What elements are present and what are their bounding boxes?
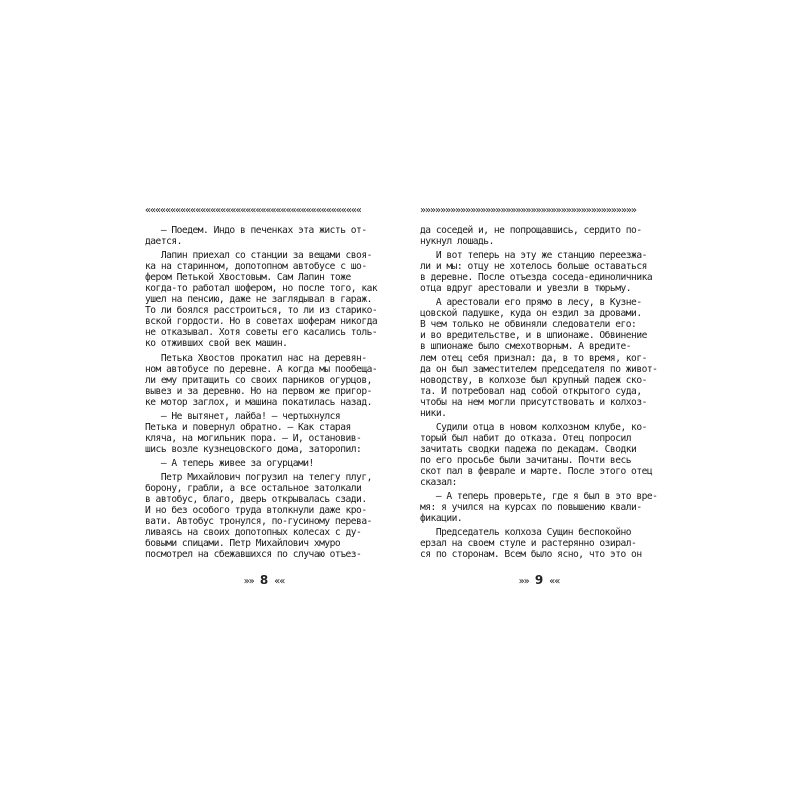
text-line: вывез и за деревню. Но на первом же пригор- [145, 385, 372, 397]
text-line: Судили отца в новом колхозном клубе, ко- [420, 421, 647, 433]
text-line: ном автобусе по деревне. А когда мы пообеща- [145, 363, 378, 375]
left-page-body-text [145, 225, 383, 560]
page-number-9: 9 [534, 573, 544, 587]
text-line: скот пал в феврале и марте. После этого отец [420, 465, 653, 477]
text-line: в автобус, благо, дверь открывалась сзади. [145, 494, 367, 506]
page-number-8: 8 [259, 573, 269, 587]
text-line: кляча, на могильник пора. — И, остановив- [145, 432, 362, 444]
text-line: ся по сторонам. Всем было ясно, что это он [420, 549, 642, 561]
text-line: сказал: [420, 477, 457, 489]
text-line: — Поедем. Индо в печенках эта жисть от- [145, 225, 367, 236]
folio-left-ornament: »» [518, 576, 529, 587]
text-line: шись возле кузнецовского дома, заторопил: [145, 443, 362, 455]
text-line: И вот теперь на эту же станцию переезжа- [420, 250, 647, 262]
text-line: не отказывал. Хотя советы его касались толь- [145, 327, 378, 339]
text-line: борону, грабли, а все остальное затолкали [145, 483, 362, 495]
folio-right-ornament: «« [549, 576, 560, 587]
text-line: чтобы на нем могли присутствовать и колхоз- [420, 396, 647, 408]
text-line: А арестовали его прямо в лесу, в Кузне- [420, 297, 642, 309]
text-line: нукнул лошадь. [420, 236, 494, 248]
text-line: в деревне. После отъезда соседа-единоличника [420, 272, 653, 284]
text-line: торый был набит до отказа. Отец попросил [420, 432, 632, 444]
text-line: ерзал на своем стуле и растерянно озирал- [420, 538, 637, 550]
text-line: Председатель колхоза Сущин беспокойно [420, 527, 632, 539]
text-line: вати. Автобус тронулся, по-гусиному перева- [145, 516, 372, 528]
text-line: по его просьбе были зачитаны. Почти весь [420, 454, 632, 466]
text-line: когда-то работал шофером, но после того, как [145, 283, 378, 295]
text-line: Лапин приехал со станции за вещами своя- [145, 250, 372, 262]
text-line: вской гордости. Но в советах шоферам никогда [145, 316, 378, 328]
text-line: новодству, в колхозе был крупный падеж ско- [420, 374, 647, 386]
text-line: фером Петькой Хвостовым. Сам Лапин тоже [145, 272, 351, 284]
text-line: Петька Хвостов прокатил нас на деревян- [145, 352, 367, 364]
text-line: И но без особого труда втолкнули даже кро- [145, 505, 367, 517]
text-line: дается. [145, 236, 182, 248]
text-line: цовской падушке, куда он ездил за дровами. [420, 308, 642, 320]
text-line: та. И потребовал над собой открытого суда, [420, 385, 642, 397]
text-line: В чем только не обвиняли следователи его: [420, 319, 637, 331]
text-line: посмотрел на сбежавшихся по случаю отъез- [145, 549, 362, 561]
text-line: ли ему притащить со своих парников огурцов, [145, 374, 372, 386]
text-line: и во вредительстве, и в шпионаже. Обвинение [420, 330, 647, 342]
text-line: То ли боялся расстроиться, то ли из старико- [145, 305, 378, 317]
right-page-decorative-border: »»»»»»»»»»»»»»»»»»»»»»»»»»»»»»»»»»»»»»»»»»» [420, 205, 636, 216]
folio-right-ornament: «« [274, 576, 285, 587]
text-line: ушел на пенсию, даже не заглядывал в гараж. [145, 294, 372, 306]
text-line: да он был заместителем председателя по живот- [420, 363, 658, 375]
right-page-body-text [420, 225, 658, 560]
text-line: лем отец себя признал: да, в то время, ког- [420, 352, 647, 364]
text-line: ники. [420, 407, 447, 419]
text-line: мя: я учился на курсах по повышению квали- [420, 502, 642, 514]
text-line: бовыми спицами. Петр Михайлович хмуро [145, 538, 341, 550]
right-page [420, 205, 658, 560]
left-page-decorative-border: ««««««««««««««««««««««««««««««««««««««««««« [145, 205, 361, 216]
text-line: ка на старинном, допотопном автобусе с шо- [145, 261, 367, 273]
text-line: ли и мы: отцу не хотелось больше оставаться [420, 261, 647, 273]
text-line: зачитать сводки падежа по декадам. Сводки [420, 443, 637, 455]
text-line: — Не вытянет, лайба! — чертыхнулся [145, 410, 341, 422]
text-line: ливаясь на своих допотопных колесах с ду- [145, 527, 362, 539]
text-line: Петр Михайлович погрузил на телегу плуг, [145, 471, 372, 483]
text-line: да соседей и, не попрощавшись, сердито по- [420, 225, 642, 236]
text-line: в шпионаже было смехотворным. А вредите- [420, 341, 632, 353]
left-page [145, 205, 383, 560]
text-line: ке мотор заглох, и машина покатилась назад. [145, 396, 372, 408]
text-line: фикации. [420, 513, 463, 525]
right-page-number [420, 573, 658, 587]
text-line: Петька и повернул обратно. — Как старая [145, 421, 351, 433]
text-line: ко отживших свой век машин. [145, 338, 288, 350]
folio-left-ornament: »» [243, 576, 254, 587]
text-line: — А теперь проверьте, где я был в это вре- [420, 491, 658, 503]
text-line: — А теперь живее за огурцами! [145, 457, 314, 469]
left-page-number [145, 573, 383, 587]
text-line: отца вдруг арестовали и увезли в тюрьму. [420, 283, 632, 295]
